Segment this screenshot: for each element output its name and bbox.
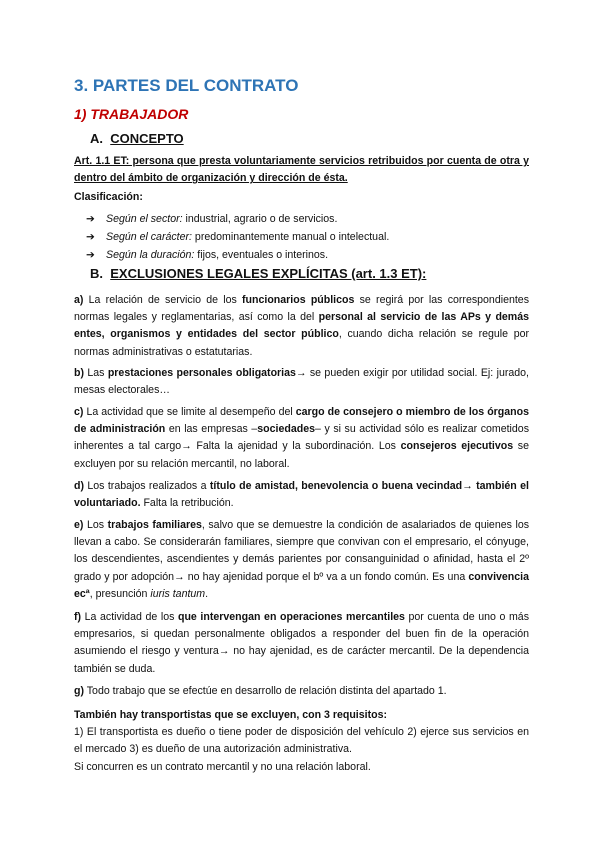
bold-text: convivencia ecª bbox=[74, 570, 529, 600]
heading-title: CONCEPTO bbox=[110, 131, 184, 146]
classification-label: Clasificación: bbox=[74, 191, 143, 203]
text: Los trabajos realizados a bbox=[84, 480, 210, 492]
arrow-right-icon: ➔ bbox=[86, 231, 95, 243]
arrow-right-icon: ➔ bbox=[86, 213, 95, 225]
list-item bbox=[86, 229, 389, 247]
text: , salvo que se demuestre la condición de asalariados de quienes los llevan a cabo. Se considerarán familiares, siempre que convivan con el empresario, el cónyuge, los descendientes, ascendientes y demás parientes por consanguinidad o afinidad, hasta el 2º grado y por adopción→ no hay ajenidad porque el bº va a un fondo común. Es una bbox=[74, 519, 530, 583]
bold-text: trabajos familiares bbox=[107, 519, 202, 531]
bold-text: prestaciones personales obligatorias bbox=[107, 367, 296, 379]
list-item bbox=[86, 247, 328, 265]
transport-requirements: 1) El transportista es dueño o tiene poder de disposición del vehículo 2) ejerce sus servicios en el mercado 3) es dueño de una autorización administrativa. bbox=[74, 726, 529, 756]
heading-letter: A. bbox=[90, 131, 103, 146]
text: por cuenta de uno o más empresarios, si quedan personalmente obligados a responder del buen fin de la operación asumiendo el riesgo y ventura→ no hay ajenidad, es de carácter mercantil. De la dependencia también se duda. bbox=[74, 611, 529, 675]
item-letter: b) bbox=[74, 367, 84, 379]
bold-text: personal al servicio de las APs y demás entes, organismos y entidades del sector público bbox=[74, 311, 530, 341]
bullet-italic: Según el sector: bbox=[106, 213, 183, 225]
text: . bbox=[205, 587, 209, 600]
text: Falta la retribución. bbox=[140, 497, 234, 510]
transport-conclusion: Si concurren es un contrato mercantil y no una relación laboral. bbox=[74, 761, 371, 773]
text: La actividad que se limite al desempeño del bbox=[83, 406, 296, 418]
text: La actividad de los bbox=[81, 611, 178, 623]
exclusion-e bbox=[74, 517, 529, 603]
text: en las empresas – bbox=[165, 423, 258, 436]
item-letter: d) bbox=[74, 480, 84, 492]
bold-text: que intervengan en operaciones mercantiles bbox=[177, 611, 405, 623]
item-letter: f) bbox=[74, 611, 82, 623]
bold-text: título de amistad, benevolencia o buena vecindad→ también el voluntariado. bbox=[74, 480, 529, 510]
article-definition bbox=[74, 153, 529, 187]
item-letter: c) bbox=[74, 406, 84, 418]
bold-text: funcionarios públicos bbox=[242, 294, 355, 306]
bold-text: cargo de consejero o miembro de los órganos de administración bbox=[74, 406, 530, 436]
bullet-italic: Según el carácter: bbox=[106, 231, 192, 243]
exclusion-b bbox=[74, 365, 529, 399]
bold-text: sociedades bbox=[257, 423, 315, 436]
heading-exclusiones bbox=[90, 266, 426, 281]
bold-text: consejeros ejecutivos bbox=[400, 440, 514, 453]
text: Los bbox=[83, 519, 108, 531]
text: se regirá por las correspondientes normas legales y reglamentarias, así como la del bbox=[74, 294, 529, 324]
exclusion-g bbox=[74, 683, 529, 700]
text: se excluyen por su relación mercantil, no laboral. bbox=[74, 440, 529, 470]
section-heading: 3. PARTES DEL CONTRATO bbox=[74, 76, 299, 95]
text: Las bbox=[84, 367, 108, 379]
list-item bbox=[86, 211, 337, 229]
text: – y si su actividad sólo es realizar cometidos inherentes a tal cargo→ Falta la ajenidad y la subordinación. Los bbox=[74, 423, 529, 453]
item-letter: g) bbox=[74, 685, 84, 697]
bullet-text: industrial, agrario o de servicios. bbox=[182, 213, 338, 225]
subsection-heading: 1) TRABAJADOR bbox=[74, 106, 189, 122]
exclusion-c bbox=[74, 404, 529, 473]
heading-concepto bbox=[90, 131, 184, 146]
exclusion-a bbox=[74, 292, 529, 361]
arrow-right-icon: ➔ bbox=[86, 249, 95, 261]
item-letter: e) bbox=[74, 519, 84, 531]
heading-title: EXCLUSIONES LEGALES EXPLÍCITAS (art. 1.3 ET): bbox=[110, 266, 427, 281]
bullet-text: fijos, eventuales o interinos. bbox=[194, 249, 329, 261]
bullet-italic: Según la duración: bbox=[106, 249, 195, 261]
text: , presunción bbox=[89, 587, 151, 600]
text: , cuando dicha relación se regule por normas administrativas o estatutarias. bbox=[74, 328, 530, 358]
italic-text: iuris tantum bbox=[150, 587, 206, 600]
text: → se pueden exigir por utilidad social. Ej: jurado, mesas electorales… bbox=[74, 367, 529, 397]
heading-letter: B. bbox=[90, 266, 103, 281]
text: La relación de servicio de los bbox=[83, 294, 243, 306]
exclusion-f bbox=[74, 609, 529, 678]
bullet-text: predominantemente manual o intelectual. bbox=[191, 231, 390, 243]
exclusion-d bbox=[74, 478, 529, 512]
article-text: Art. 1.1 ET: persona que presta voluntariamente servicios retribuidos por cuenta de otra y dentro del ámbito de organización y dirección de ésta. bbox=[74, 155, 529, 185]
text: Todo trabajo que se efectúe en desarrollo de relación distinta del apartado 1. bbox=[84, 685, 447, 697]
transport-title: También hay transportistas que se excluyen, con 3 requisitos: bbox=[74, 709, 388, 721]
item-letter: a) bbox=[74, 294, 84, 306]
